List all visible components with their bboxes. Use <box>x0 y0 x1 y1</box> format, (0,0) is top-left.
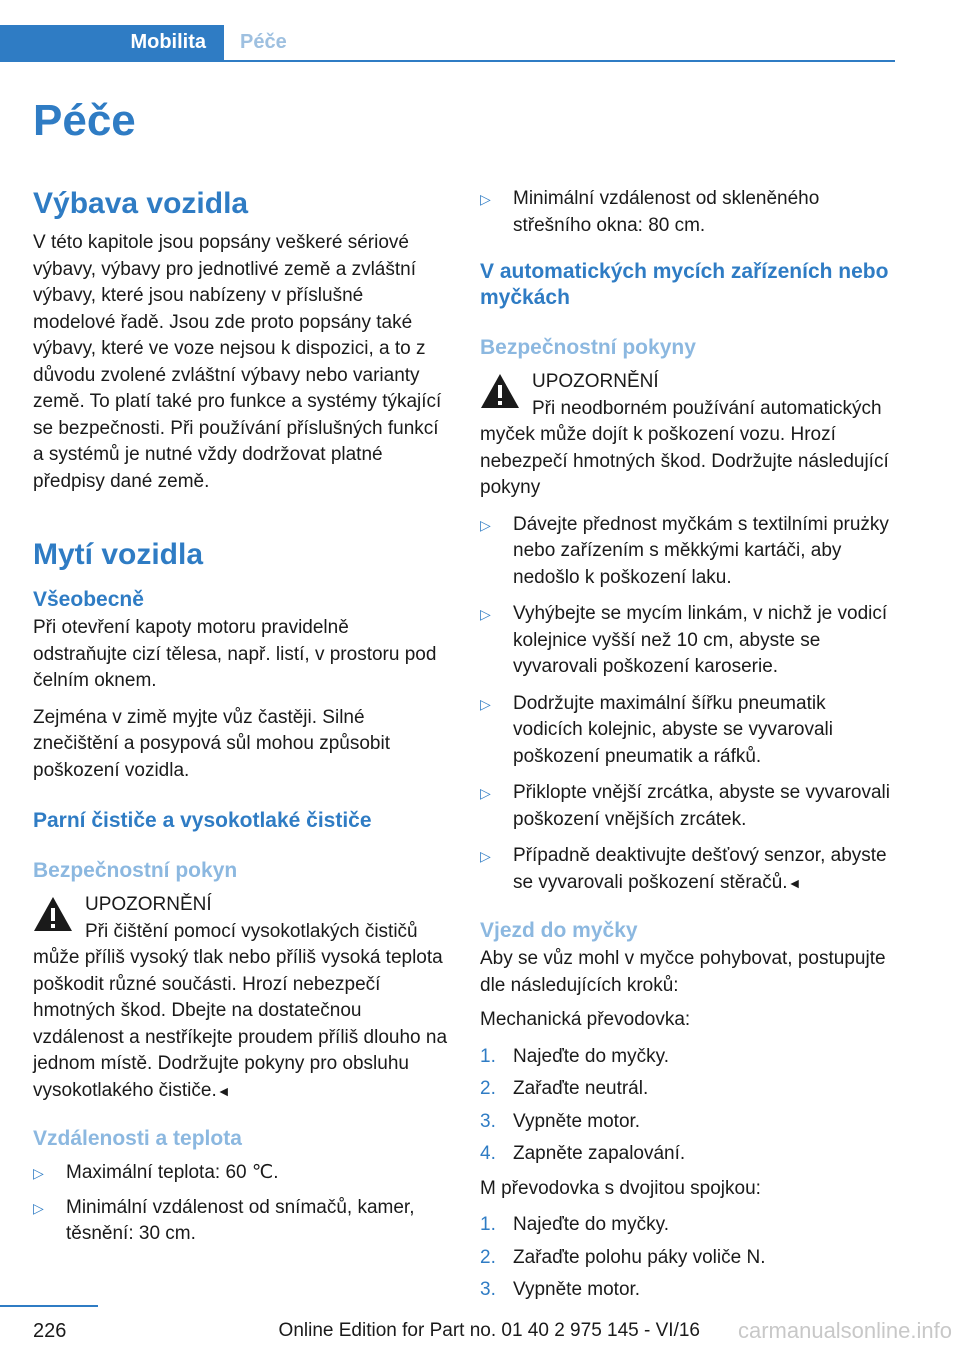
header-rule <box>0 60 895 62</box>
list-marker: ▷ <box>480 848 491 864</box>
footer-rule <box>0 1305 98 1307</box>
list-item: 1. Najeďte do myčky. <box>480 1214 669 1235</box>
list-marker: ▷ <box>480 785 491 801</box>
vjezd-intro: Aby se vůz mohl v myčce pohybovat, postupujte dle následujících kroků: <box>480 948 886 996</box>
list-item: 1. Najeďte do myčky. <box>480 1045 669 1067</box>
list-marker: ▷ <box>480 516 491 533</box>
list-item: ▷ Maximální teplota: 60 ℃. <box>33 1160 448 1187</box>
section-title-vybava: Výbava vozidla <box>33 187 249 220</box>
list-item: ▷ Případně deaktivujte dešťový senzor, abyste se vyvarovali poškození stěračů.◄ <box>480 845 887 893</box>
dct-gearbox-label: M převodovka s dvojitou spojkou: <box>480 1177 761 1199</box>
vseobecne-paragraph-1: Při otevření kapoty motoru pravidelně odstraňujte cizí tělesa, např. listí, v prostoru pod čelním oknem. <box>33 617 437 691</box>
dct-steps <box>480 1212 895 1304</box>
list-marker: ▷ <box>480 191 491 207</box>
header-tabs <box>0 25 895 62</box>
list-item: 3. Vypněte motor. <box>480 1279 641 1300</box>
warning-icon <box>33 896 73 932</box>
subtitle-vzdalenosti: Vzdálenosti a teplota <box>33 1127 242 1150</box>
vseobecne-paragraph-2: Zejména v zimě myjte vůz častěji. Silné znečištění a posypová sůl mohou způsobit poškození vozidla. <box>33 706 390 781</box>
list-marker: ▷ <box>33 1165 44 1181</box>
list-item: ▷ Dodržujte maximální šířku pneumatik vodicích kolejnic, abyste se vyvarovali poškození pneumatik a ráfků. <box>480 692 833 767</box>
warning-list <box>480 512 895 897</box>
left-column <box>33 186 448 1248</box>
list-item: 4. Zapněte zapalování. <box>480 1143 686 1164</box>
list-item: ▷ Minimální vzdálenost od skleněného střešního okna: 80 cm. <box>480 188 820 236</box>
warning-text: Při neodborném používání automatických myček může dojít k poškození vozu. Hrozí nebezpečí hmotných škod. Dodržujte následující pokyny <box>480 397 889 498</box>
end-marker: ◄ <box>787 874 802 891</box>
list-marker: ▷ <box>33 1199 44 1216</box>
page-number: 226 <box>33 1320 67 1342</box>
list-marker: ▷ <box>480 695 491 712</box>
manual-gearbox-label: Mechanická převodovka: <box>480 1009 691 1030</box>
subtitle-vjezd: Vjezd do myčky <box>480 919 638 942</box>
warning-block <box>33 892 448 1104</box>
list-item: ▷ Vyhýbejte se mycím linkám, v nichž je vodicí kolejnice vyšší než 10 cm, abyste se vyvarovali poškození karoserie. <box>480 603 888 677</box>
vzdalenosti-list <box>33 1160 448 1248</box>
list-item: 3. Vypněte motor. <box>480 1110 641 1132</box>
list-item: 2. Zařaďte neutrál. <box>480 1078 649 1099</box>
subtitle-parni: Parní čističe a vysokotlaké čističe <box>33 809 372 832</box>
vybava-text: V této kapitole jsou popsány veškeré sériové výbavy, výbavy pro jednotlivé země a zvláštní výbavy, které jsou nabízeny v příslušné modelové řadě. Jsou zde proto popsány také výbavy, které ve voze nejsou k dispozici, a to z důvodu zvolené zvláštní výbavy nebo varianty země. To platí také pro funkce a systémy týkající se bezpečnosti. Při používání příslušných funkcí a systémů je nutné vždy dodržovat platné předpisy dané země. <box>33 232 442 492</box>
list-item: ▷ Minimální vzdálenost od snímačů, kamer, těsnění: 30 cm. <box>33 1196 415 1244</box>
right-column <box>480 186 895 1304</box>
list-item: ▷ Přiklopte vnější zrcátka, abyste se vyvarovali poškození vnějších zrcátek. <box>480 782 890 830</box>
subtitle-bezpecnostni-pokyn: Bezpečnostní pokyn <box>33 859 238 882</box>
subtitle-vseobecne: Všeobecně <box>33 588 144 611</box>
subtitle-automaticke-myci: V automatických mycích zařízeních nebo myčkách <box>480 260 889 309</box>
watermark: carmanualsonline.info <box>737 1318 952 1343</box>
warning-icon <box>480 373 520 409</box>
section-title-myti: Mytí vozidla <box>33 538 204 571</box>
tab-mobilita[interactable]: Mobilita <box>0 25 224 60</box>
page-title: Péče <box>33 96 136 145</box>
subtitle-bezpecnostni-pokyny: Bezpečnostní pokyny <box>480 336 696 359</box>
warning-label: UPOZORNĚNÍ <box>532 371 659 392</box>
warning-block <box>480 369 895 502</box>
list-marker: ▷ <box>480 606 491 622</box>
edition-text: Online Edition for Part no. 01 40 2 975 145 - VI/16 <box>278 1320 700 1341</box>
manual-steps <box>480 1044 895 1168</box>
list-item: 2. Zařaďte polohu páky voliče N. <box>480 1246 766 1268</box>
tab-pece[interactable]: Péče <box>240 31 287 53</box>
end-marker: ◄ <box>216 1082 231 1099</box>
warning-text: Při čištění pomocí vysokotlakých čističů může příliš vysoký tlak nebo příliš vysoká teplota poškodit různé součásti. Hrozí nebezpečí hmotných škod. Dbejte na dostatečnou vzdálenost a nestříkejte proudem příliš dlouho na jednom místě. Dodržujte pokyny pro obsluhu vysokotlakého čističe.◄ <box>33 920 448 1101</box>
continued-list <box>480 186 895 239</box>
warning-label: UPOZORNĚNÍ <box>85 894 212 915</box>
list-item: ▷ Dávejte přednost myčkám s textilními prużky nebo zařízením s měkkými kartáči, aby nedošlo k poškození laku. <box>480 513 889 588</box>
